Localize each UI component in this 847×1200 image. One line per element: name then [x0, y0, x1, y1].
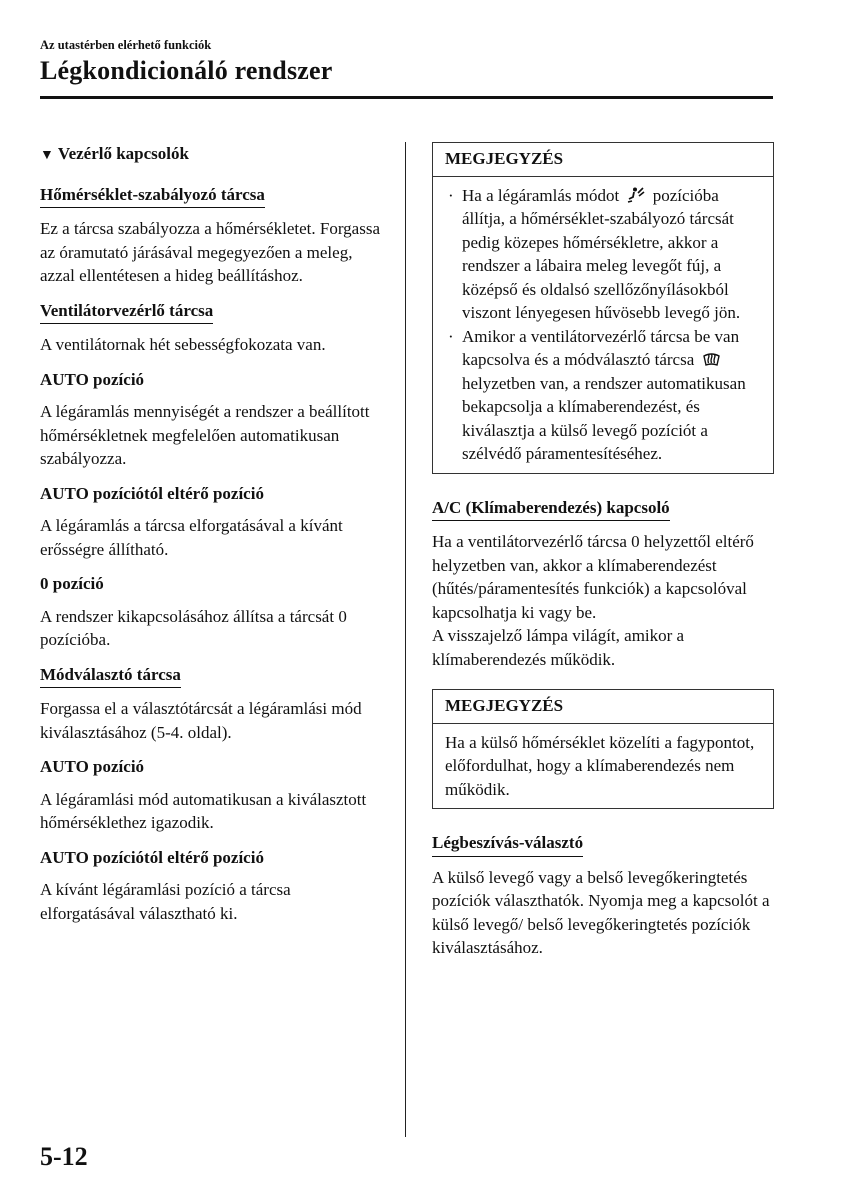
note-bullet-2	[445, 325, 761, 466]
windshield-defrost-icon	[702, 351, 721, 367]
mode-other-heading: AUTO pozíciótól eltérő pozíció	[40, 847, 264, 867]
mode-auto-text: A légáramlási mód automatikusan a kiválasztott hőmérséklethez igazodik.	[40, 789, 367, 832]
fan-auto-heading: AUTO pozíció	[40, 369, 145, 389]
page-title: Légkondicionáló rendszer	[40, 56, 333, 85]
note-bullet-1	[445, 184, 761, 325]
section-heading-text: Vezérlő kapcsolók	[57, 144, 189, 163]
fan-other-text: A légáramlás a tárcsa elforgatásával a kívánt erősségre állítható.	[40, 516, 343, 559]
mode-dial-heading: Módválasztó tárcsa	[40, 663, 181, 689]
note-body	[433, 177, 773, 473]
section-heading	[40, 142, 385, 168]
note-body: Ha a külső hőmérséklet közelíti a fagypontot, előfordulhat, hogy a klímaberendezés nem működik.	[445, 732, 755, 799]
chapter-kicker: Az utastérben elérhető funkciók	[40, 38, 212, 52]
mode-auto-heading: AUTO pozíció	[40, 757, 145, 776]
fan-dial-heading: Ventilátorvezérlő tárcsa	[40, 299, 213, 325]
left-column	[40, 142, 385, 936]
note-bullet-1-text-a: Ha a légáramlás módot	[462, 185, 620, 205]
fan-auto-text: A légáramlás mennyiségét a rendszer a beállított hőmérsékletnek megfelelően automatikusan szabályozza.	[40, 402, 370, 468]
note-heading: MEGJEGYZÉS	[433, 143, 773, 177]
mode-dial-text: Forgassa el a választótárcsát a légáramlási mód kiválasztásához (5-4. oldal).	[40, 699, 362, 742]
temp-dial-heading: Hőmérséklet-szabályozó tárcsa	[40, 183, 265, 209]
note-bullet-2-text-a: Amikor a ventilátorvezérlő tárcsa be van kapcsolva és a módválasztó tárcsa	[462, 326, 740, 369]
intake-selector-text: A külső levegő vagy a belső levegőkeringtetés pozíciók választhatók. Nyomja meg a kapcsolót a külső levegő/ belső levegőkeringtetés pozíciók kiválasztásához.	[432, 867, 770, 957]
fan-other-heading: AUTO pozíciótól eltérő pozíció	[40, 483, 264, 503]
note-heading: MEGJEGYZÉS	[433, 690, 773, 724]
right-column	[432, 142, 774, 971]
note-bullet-1-text-b: pozícióba állítja, a hőmérséklet-szabályozó tárcsát pedig közepes hőmérsékletre, akkor a rendszer a lábaira meleg levegőt fúj, a középső és oldalsó szellőzőnyílásokból viszont lényegesen hűvösebb levegő jön.	[462, 185, 741, 322]
floor-vent-mode-icon	[626, 187, 645, 203]
intake-selector-heading: Légbeszívás-választó	[432, 831, 583, 857]
title-rule	[40, 96, 773, 99]
mode-other-text: A kívánt légáramlási pozíció a tárcsa elforgatásával választható ki.	[40, 880, 291, 923]
ac-switch-text-1: Ha a ventilátorvezérlő tárcsa 0 helyzettől eltérő helyzetben van, akkor a klímaberendezést (hűtés/páramentesítés funkciók) a kapcsolóval kapcsolhatja ki vagy be.	[432, 532, 754, 622]
temp-dial-text: Ez a tárcsa szabályozza a hőmérsékletet. Forgassa az óramutató járásával megegyezően a meleg, azzal ellentétesen a hideg beállításhoz.	[40, 219, 380, 285]
page-number: 5-12	[40, 1142, 88, 1171]
column-divider	[405, 142, 406, 1137]
note-box-2	[432, 689, 774, 809]
note-box-1	[432, 142, 774, 474]
note-bullet-2-text-b: helyzetben van, a rendszer automatikusan bekapcsolja a klímaberendezést, és kiválasztja a külső levegő pozíciót a szélvédő páramentesítéséhez.	[462, 373, 746, 463]
ac-switch-heading: A/C (Klímaberendezés) kapcsoló	[432, 496, 670, 522]
fan-zero-heading: 0 pozíció	[40, 574, 104, 593]
triangle-down-icon: ▼	[40, 148, 54, 163]
bullet-dot-icon: ·	[448, 185, 454, 205]
ac-switch-text-2: A visszajelző lámpa világít, amikor a klímaberendezés működik.	[432, 626, 685, 669]
fan-dial-text: A ventilátornak hét sebességfokozata van.	[40, 335, 326, 354]
fan-zero-text: A rendszer kikapcsolásához állítsa a tárcsát 0 pozícióba.	[40, 606, 347, 649]
bullet-dot-icon: ·	[448, 326, 454, 346]
